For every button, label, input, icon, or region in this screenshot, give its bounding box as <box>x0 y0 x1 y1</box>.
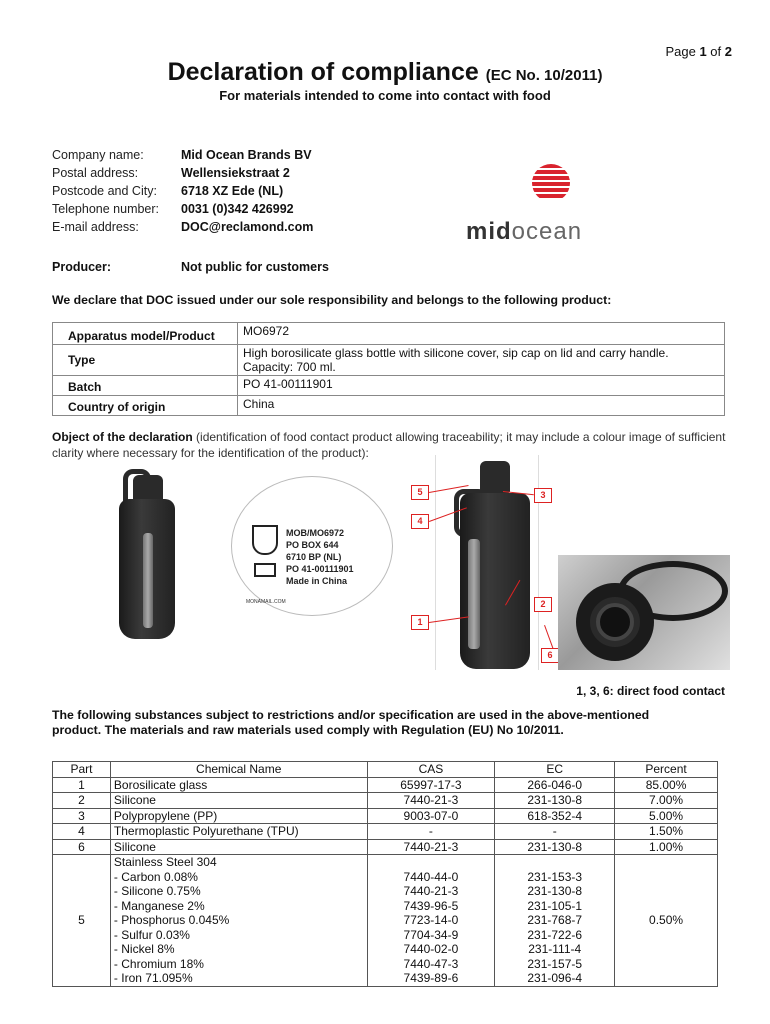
product-images <box>105 455 735 680</box>
page-label: Page <box>665 44 696 59</box>
product-value: China <box>238 396 725 416</box>
header-percent: Percent <box>615 762 718 778</box>
chemical-table-header <box>53 762 718 778</box>
callout-3: 3 <box>534 488 552 503</box>
company-value: DOC@reclamond.com <box>181 220 314 234</box>
company-label: Company name: <box>52 148 144 162</box>
header-ec: EC <box>495 762 615 778</box>
producer-value: Not public for customers <box>181 260 329 274</box>
product-label: Country of origin <box>53 396 238 416</box>
page-number <box>665 44 732 59</box>
callout-4: 4 <box>411 514 429 529</box>
product-value: MO6972 <box>238 323 725 345</box>
midocean-logo <box>466 160 636 250</box>
company-label: E-mail address: <box>52 220 139 234</box>
food-contact-note: 1, 3, 6: direct food contact <box>576 684 725 698</box>
substances-statement: The following substances subject to restrictions and/or specification are used in the above-mentioned product. The materials and raw materials used comply with Regulation (EU) No 10/2011. <box>52 708 650 737</box>
steel-ec: 231-153-3 231-130-8 231-105-1 231-768-7 231-722-6 231-111-4 231-157-5 231-096-4 <box>495 855 615 987</box>
product-table <box>52 322 725 416</box>
company-label: Postcode and City: <box>52 184 157 198</box>
ec-reference: (EC No. 10/2011) <box>485 67 603 84</box>
company-label: Telephone number: <box>52 202 160 216</box>
stamp-text: MOB/MO6972 PO BOX 644 6710 BP (NL) PO 41-00111901 Made in China <box>286 528 354 586</box>
food-safe-glass-fork-icon <box>252 525 278 555</box>
logo-stripes-icon <box>532 164 570 202</box>
cap-closeup-photo <box>558 555 730 670</box>
company-row <box>52 146 313 164</box>
table-row: 1 Borosilicate glass 65997-17-3 266-046-0 85.00% <box>53 777 718 793</box>
company-value: 0031 (0)342 426992 <box>181 202 294 216</box>
product-row <box>53 345 725 376</box>
callout-6: 6 <box>541 648 559 663</box>
product-row <box>53 396 725 416</box>
chemical-table <box>52 761 718 987</box>
callout-2: 2 <box>534 597 552 612</box>
product-label: Apparatus model/Product <box>53 323 238 345</box>
page-total: 2 <box>724 44 732 59</box>
document-title <box>0 58 770 87</box>
callout-1: 1 <box>411 615 429 630</box>
company-row <box>52 200 313 218</box>
company-info <box>52 146 313 236</box>
company-value: Mid Ocean Brands BV <box>181 148 312 162</box>
product-row <box>53 323 725 345</box>
table-row: 4 Thermoplastic Polyurethane (TPU) - - 1.50% <box>53 824 718 840</box>
page-current: 1 <box>699 44 707 59</box>
declaration-statement: We declare that DOC issued under our sole responsibility and belongs to the following product: <box>52 293 612 307</box>
steel-components: Stainless Steel 304 - Carbon 0.08% - Silicone 0.75% - Manganese 2% - Phosphorus 0.045% - Sulfur 0.03% - Nickel 8% - Chromium 18% - Iron 71.095% <box>110 855 367 987</box>
table-row: 6 Silicone 7440-21-3 231-130-8 1.00% <box>53 839 718 855</box>
title-text: Declaration of compliance <box>167 58 479 86</box>
company-row <box>52 218 313 236</box>
product-value: High borosilicate glass bottle with silicone cover, sip cap on lid and carry handle. Capacity: 700 ml. <box>238 345 725 376</box>
product-value: PO 41-00111901 <box>238 376 725 396</box>
bottle-photo <box>105 463 175 638</box>
annotated-bottle-photo <box>450 459 530 671</box>
object-heading: Object of the declaration <box>52 430 193 444</box>
product-marking-stamp <box>231 476 393 616</box>
logo-wordmark: midocean <box>466 218 583 245</box>
stamp-small-text: MONAMAIL.COM <box>246 599 286 605</box>
instructions-book-icon <box>254 563 276 577</box>
company-value: 6718 XZ Ede (NL) <box>181 184 284 198</box>
product-label: Type <box>53 345 238 376</box>
object-description: (identification of food contact product allowing traceability; it may include a colour image of sufficient clarity where necessary for the identification of the product): <box>52 430 726 460</box>
header-cas: CAS <box>367 762 495 778</box>
header-chemical-name: Chemical Name <box>110 762 367 778</box>
table-row: 3 Polypropylene (PP) 9003-07-0 618-352-4 5.00% <box>53 808 718 824</box>
page-of: of <box>710 44 722 59</box>
company-row <box>52 164 313 182</box>
company-label: Postal address: <box>52 166 139 180</box>
company-row <box>52 182 313 200</box>
table-row: 2 Silicone 7440-21-3 231-130-8 7.00% <box>53 793 718 809</box>
product-label: Batch <box>53 376 238 396</box>
company-value: Wellensiekstraat 2 <box>181 166 290 180</box>
producer-row <box>52 260 329 274</box>
table-row-stainless-steel: 5 Stainless Steel 304 - Carbon 0.08% - Silicone 0.75% - Manganese 2% - Phosphorus 0.045% - Sulfur 0.03% - Nickel 8% - Chromium 18% - Iron 71.095% 7440-44-0 7440-21-3 7439-96-5 7723-14-0 7704-34-9 7440-02-0 7440-47-3 7439-89-6 231-153-3 231-130-8 231-105-1 231-768-7 231-722-6 231-111-4 231-157-5 231-096-4 0.50% <box>53 855 718 987</box>
document-subtitle: For materials intended to come into contact with food <box>219 88 551 103</box>
steel-cas: 7440-44-0 7440-21-3 7439-96-5 7723-14-0 7704-34-9 7440-02-0 7440-47-3 7439-89-6 <box>367 855 495 987</box>
header-part: Part <box>53 762 111 778</box>
producer-label: Producer: <box>52 260 112 274</box>
callout-5: 5 <box>411 485 429 500</box>
product-row <box>53 376 725 396</box>
